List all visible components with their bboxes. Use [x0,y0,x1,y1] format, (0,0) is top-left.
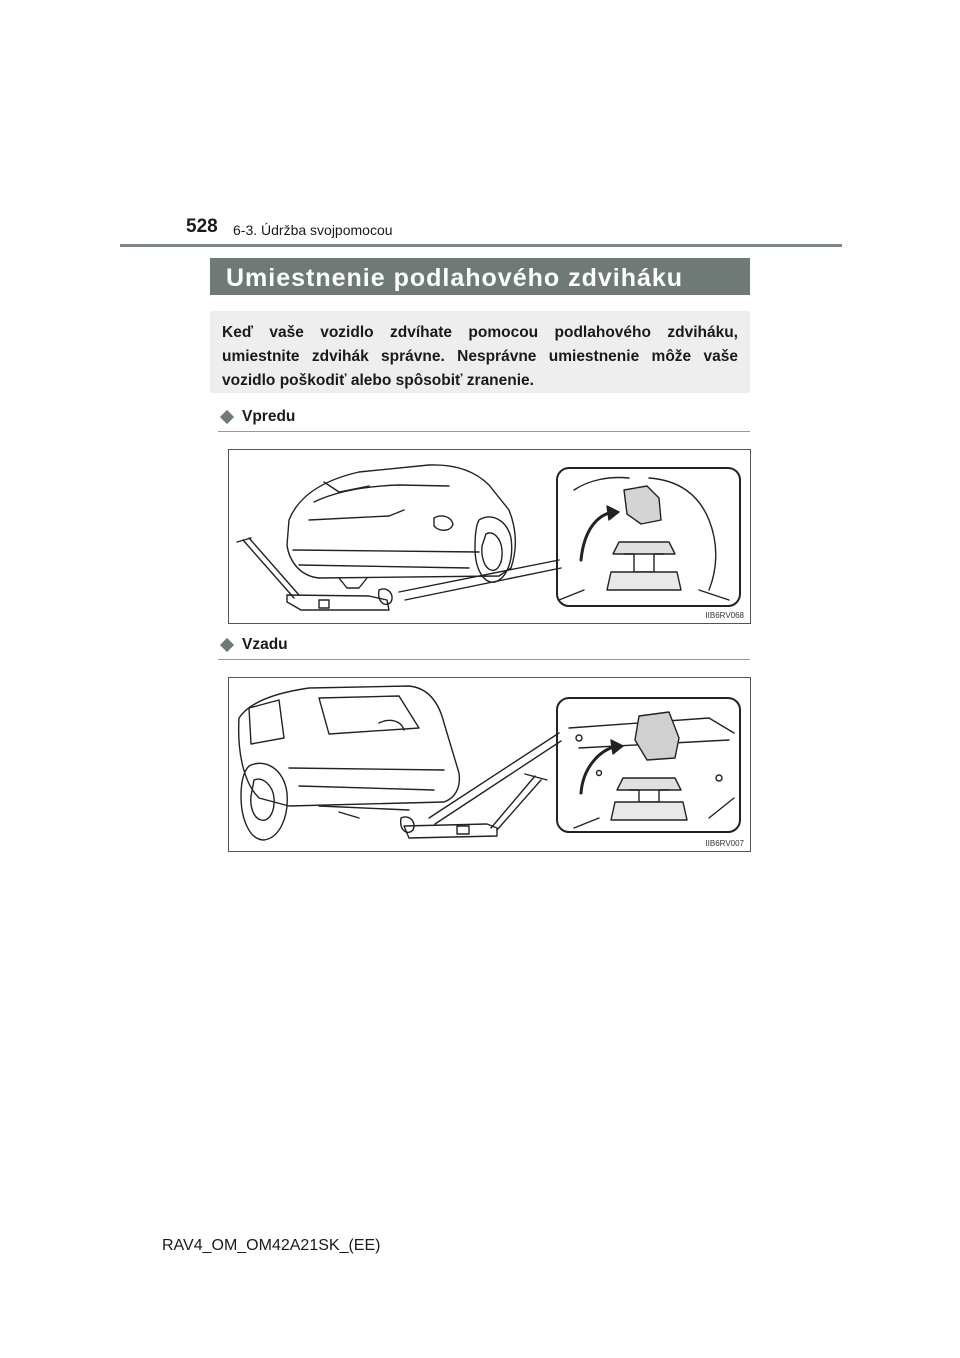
subheading-front [222,408,295,426]
section-reference: 6-3. Údržba svojpomocou [233,222,393,238]
header-divider [120,244,842,247]
subheading-rear-rule [218,659,750,660]
subheading-rear [222,636,288,654]
diamond-bullet-icon [220,410,234,424]
diamond-bullet-icon [220,638,234,652]
section-title: Umiestnenie podlahového zdviháku [226,264,684,292]
page-number: 528 [186,216,218,237]
figure-front-code: IIB6RV068 [705,611,744,620]
subheading-rear-label: Vzadu [242,636,288,653]
footer-document-code: RAV4_OM_OM42A21SK_(EE) [162,1237,381,1254]
subheading-front-rule [218,431,750,432]
figure-rear-jack-placement [228,677,751,852]
intro-text: Keď vaše vozidlo zdvíhate pomocou podlahového zdviháku, umiestnite zdvihák správne. Nesprávne umiestnenie môže vaše vozidlo poškodiť alebo spôsobiť zranenie. [222,324,738,389]
subheading-front-label: Vpredu [242,408,296,425]
intro-box [210,311,750,393]
figure-front-jack-placement [228,449,751,624]
front-jack-illustration [229,450,750,623]
section-title-bar [210,258,750,295]
figure-rear-code: IIB6RV007 [705,839,744,848]
rear-jack-illustration [229,678,750,851]
